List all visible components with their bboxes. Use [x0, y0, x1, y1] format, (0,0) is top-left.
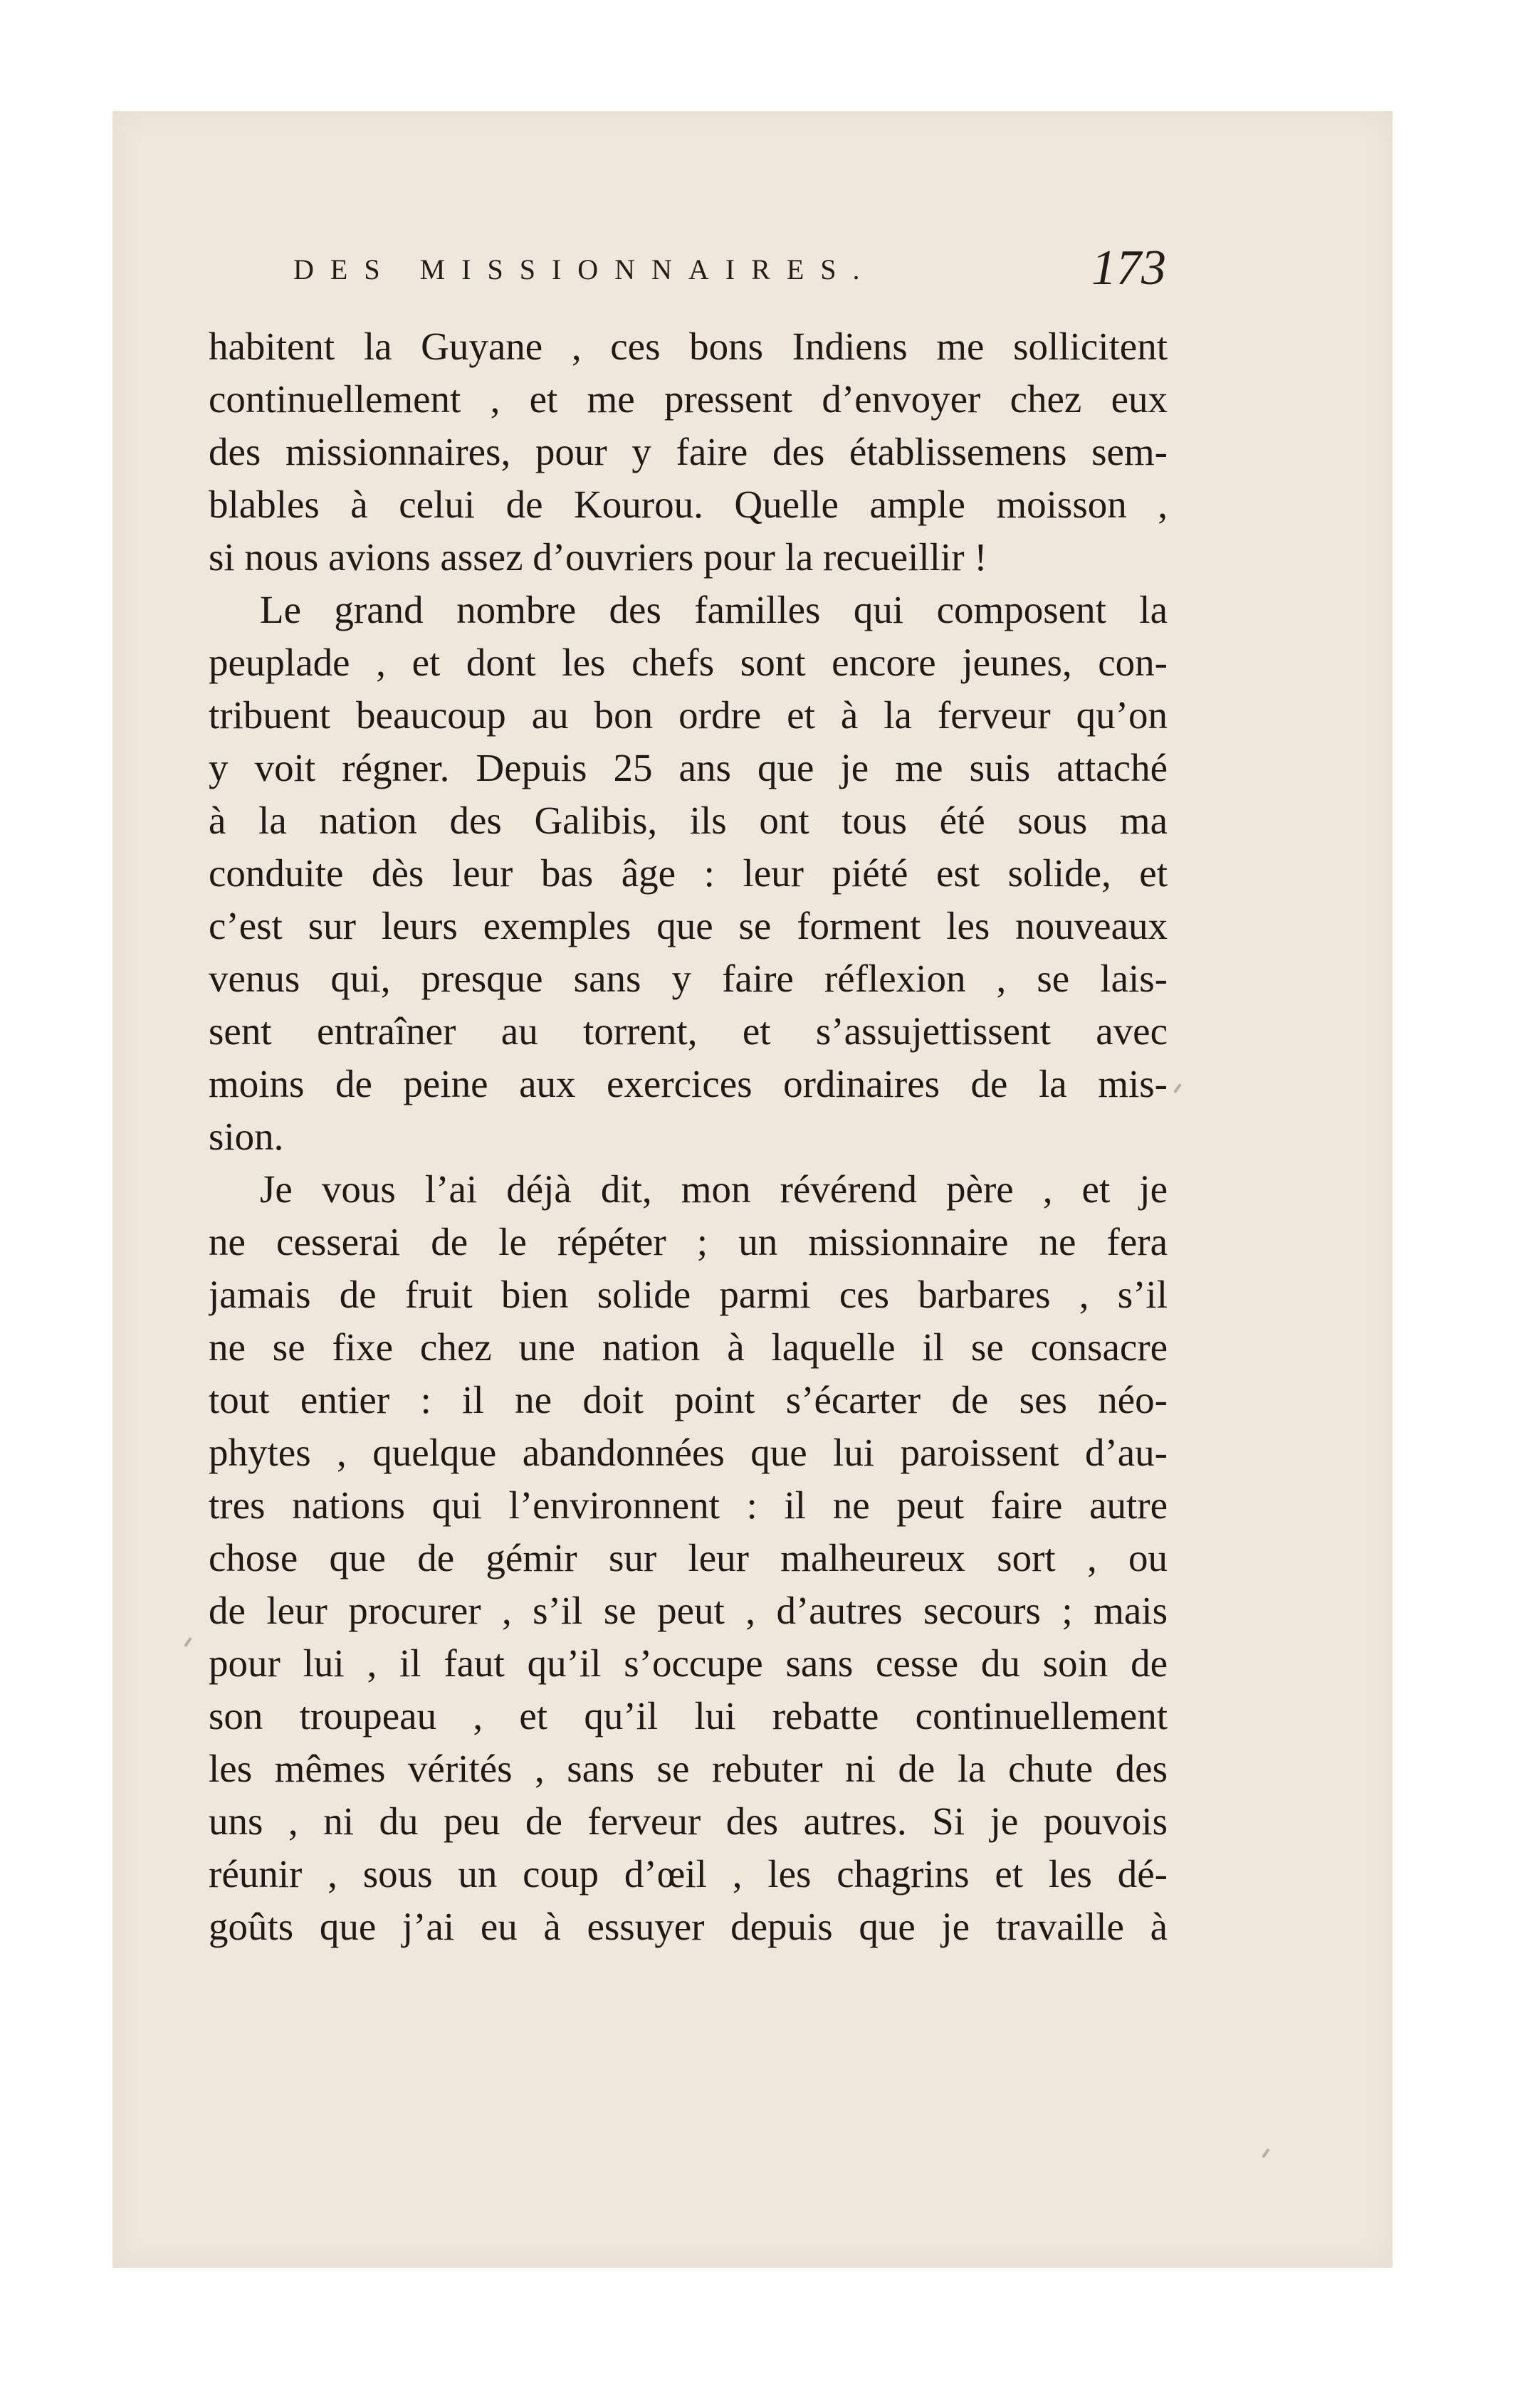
text-line: tout entier : il ne doit point s’écarter de ses néo-	[209, 1378, 1168, 1421]
page-number: 173	[1091, 241, 1166, 295]
body-text	[209, 320, 1168, 1953]
text-line: peuplade , et dont les chefs sont encore jeunes, con-	[209, 641, 1168, 684]
text-line: y voit régner. Depuis 25 ans que je me suis attaché	[209, 746, 1168, 789]
text-line: conduite dès leur bas âge : leur piété est solide, et	[209, 851, 1168, 895]
text-line: phytes , quelque abandonnées que lui paroissent d’au-	[209, 1431, 1168, 1474]
text-line: c’est sur leurs exemples que se forment les nouveaux	[209, 904, 1168, 947]
text-line: Le grand nombre des familles qui composent la	[260, 588, 1168, 631]
text-line: chose que de gémir sur leur malheureux sort , ou	[209, 1536, 1168, 1579]
text-line: son troupeau , et qu’il lui rebatte continuellement	[209, 1694, 1168, 1737]
text-line: ne cesserai de le répéter ; un missionnaire ne fera	[209, 1220, 1168, 1263]
text-line: Je vous l’ai déjà dit, mon révérend père , et je	[260, 1167, 1168, 1211]
text-line: les mêmes vérités , sans se rebuter ni de la chute des	[209, 1747, 1168, 1790]
text-line: à la nation des Galibis, ils ont tous été sous ma	[209, 799, 1168, 842]
text-line: blables à celui de Kourou. Quelle ample moisson ,	[209, 483, 1168, 526]
text-line: de leur procurer , s’il se peut , d’autres secours ; mais	[209, 1589, 1168, 1632]
text-line: sent entraîner au torrent, et s’assujettissent avec	[209, 1009, 1168, 1053]
text-line: jamais de fruit bien solide parmi ces barbares , s’il	[209, 1273, 1168, 1316]
text-line: venus qui, presque sans y faire réflexion , se lais-	[209, 957, 1168, 1000]
text-line: pour lui , il faut qu’il s’occupe sans cesse du soin de	[209, 1641, 1168, 1685]
text-line: tres nations qui l’environnent : il ne peut faire autre	[209, 1483, 1168, 1527]
text-line: tribuent beaucoup au bon ordre et à la ferveur qu’on	[209, 693, 1168, 737]
text-line: uns , ni du peu de ferveur des autres. Si je pouvois	[209, 1799, 1168, 1843]
text-line: goûts que j’ai eu à essuyer depuis que je travaille à	[209, 1905, 1168, 1948]
text-line: réunir , sous un coup d’œil , les chagrins et les dé-	[209, 1852, 1168, 1896]
text-line: ne se fixe chez une nation à laquelle il se consacre	[209, 1325, 1168, 1369]
running-title: DES MISSIONNAIRES.	[293, 253, 876, 285]
page-header	[293, 241, 1166, 303]
text-line: moins de peine aux exercices ordinaires de la mis-	[209, 1062, 1168, 1105]
text-line: si nous avions assez d’ouvriers pour la recueillir !	[209, 535, 987, 579]
text-line: des missionnaires, pour y faire des établissemens sem-	[209, 430, 1168, 473]
text-line: sion.	[209, 1115, 284, 1158]
text-line: habitent la Guyane , ces bons Indiens me sollicitent	[209, 325, 1168, 368]
text-line: continuellement , et me pressent d’envoyer chez eux	[209, 377, 1168, 421]
